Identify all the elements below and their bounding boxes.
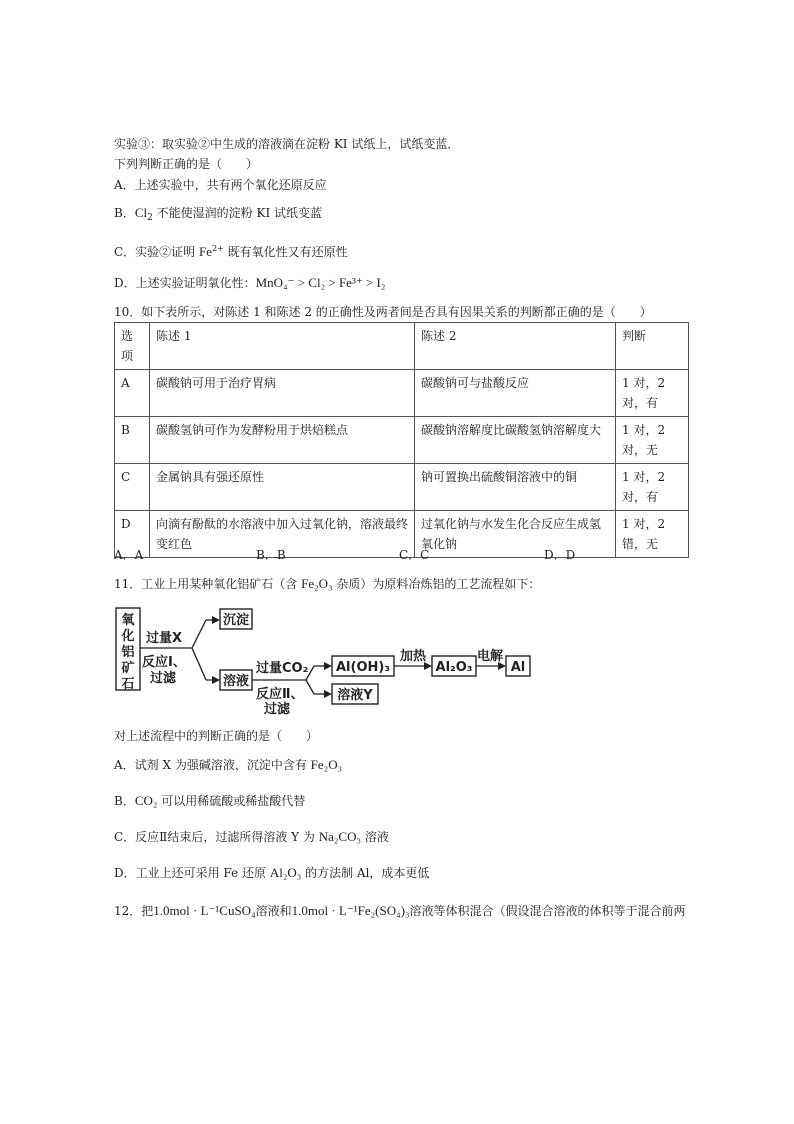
reagent-1-label: 过量X <box>146 631 183 646</box>
q10-answer-options <box>114 546 694 562</box>
reaction-2-label: 反应Ⅱ、 <box>256 687 304 702</box>
solution-y-label: 溶液Y <box>337 688 373 703</box>
q11-option-a-formula: Fe₂O₃ <box>310 757 343 772</box>
q12-formula-1: 1.0mol · L⁻¹CuSO₄ <box>153 903 256 918</box>
q11-option-b-prefix: B． <box>114 794 135 808</box>
q11-option-c <box>114 828 389 846</box>
q9-option-d-formula: MnO₄⁻ > Cl₂ > Fe³⁺ > I₂ <box>255 275 386 290</box>
q10-table <box>114 322 689 558</box>
row-judgement: 1 对，2 错，无 <box>616 511 689 558</box>
al2o3-label: Al₂O₃ <box>435 660 473 675</box>
ore-char: 铝 <box>121 645 135 660</box>
q11-option-a <box>114 756 342 774</box>
q12-suffix: 溶液等体积混合（假设混合溶液的体积等于混合前两 <box>409 904 686 918</box>
q11-option-b-formula: CO₂ <box>134 793 158 808</box>
branch2-down-line <box>306 680 314 694</box>
q11-option-c-suffix: 溶液 <box>361 830 389 844</box>
q9-option-d <box>114 274 385 292</box>
row-option: A <box>115 370 150 417</box>
header-statement-1: 陈述 1 <box>150 323 415 370</box>
q9-option-c-prefix: C．实验②证明 <box>114 245 199 259</box>
q12-mid: 溶液和 <box>255 904 292 918</box>
row-option: B <box>115 417 150 464</box>
q11-stem <box>114 576 540 592</box>
header-statement-2: 陈述 2 <box>415 323 616 370</box>
q9-option-a: A．上述实验中，共有两个氧化还原反应 <box>114 178 327 192</box>
q9-stem: 下列判断正确的是（ ） <box>114 157 259 171</box>
branch-up-line <box>192 620 206 648</box>
q11-judge-stem: 对上述流程中的判断正确的是（ ） <box>114 729 319 743</box>
q10-answer-d: D．D <box>544 548 576 562</box>
reaction-1-label: 反应Ⅰ、 <box>142 655 186 670</box>
reagent-2-label: 过量CO₂ <box>256 661 309 676</box>
branch-down-line <box>192 648 206 680</box>
filter-2-label: 过滤 <box>264 702 291 717</box>
process-flow-diagram <box>114 602 534 718</box>
row-statement-1: 碳酸氢钠可作为发酵粉用于烘焙糕点 <box>150 417 415 464</box>
q10-stem: 10．如下表所示，对陈述 1 和陈述 2 的正确性及两者间是否具有因果关系的判断都正确的是（ ） <box>114 305 652 319</box>
arrow-head-icon <box>324 662 332 670</box>
solution-label: 溶液 <box>222 674 250 689</box>
header-judgement: 判断 <box>616 323 689 370</box>
q11-option-b <box>114 792 305 810</box>
arrow-head-icon <box>324 690 332 698</box>
q12-formula-2: 1.0mol · L⁻¹Fe₂(SO₄)₃ <box>291 903 410 918</box>
q9-option-c-superscript: 2+ <box>212 244 224 253</box>
q11-option-b-text: 可以用稀硫酸或稀盐酸代替 <box>157 794 306 808</box>
q11-option-d <box>114 864 429 882</box>
filter-1-label: 过滤 <box>150 671 177 686</box>
row-judgement: 1 对，2 对，无 <box>616 417 689 464</box>
al-label: Al <box>510 660 526 675</box>
q9-option-c-text: 既有氧化性又有还原性 <box>223 245 348 259</box>
q9-option-b <box>114 204 322 227</box>
table-row <box>115 370 689 417</box>
experiment-3-text: 实验③：取实验②中生成的溶液滴在淀粉 KI 试纸上，试纸变蓝． <box>114 137 460 151</box>
row-option: C <box>115 464 150 511</box>
row-statement-1: 碳酸钠可用于治疗胃病 <box>150 370 415 417</box>
electrolysis-label: 电解 <box>476 649 504 664</box>
q9-option-c <box>114 240 348 261</box>
row-option: D <box>115 511 150 558</box>
ore-char: 矿 <box>121 661 135 676</box>
row-statement-2: 钠可置换出硫酸铜溶液中的铜 <box>415 464 616 511</box>
row-statement-2: 碳酸钠溶解度比碳酸氢钠溶解度大 <box>415 417 616 464</box>
table-row <box>115 464 689 511</box>
heat-label: 加热 <box>399 649 427 664</box>
q9-option-b-formula: Cl <box>134 205 148 220</box>
q12-prefix: 12．把 <box>114 904 154 918</box>
row-judgement: 1 对，2 对，有 <box>616 370 689 417</box>
q10-answer-b: B．B <box>256 548 286 562</box>
q10-answer-a: A．A <box>114 548 144 562</box>
ore-char: 石 <box>121 677 135 692</box>
q11-option-c-formula: Na₂CO₃ <box>318 829 362 844</box>
q11-option-a-text: A．试剂 X 为强碱溶液，沉淀中含有 <box>114 758 311 772</box>
q9-option-b-text: 不能使湿润的淀粉 KI 试纸变蓝 <box>152 206 323 220</box>
row-statement-1: 金属钠具有强还原性 <box>150 464 415 511</box>
q11-stem-prefix: 11．工业上用某种氧化铝矿石（含 <box>114 577 302 591</box>
row-statement-1: 向滴有酚酞的水溶液中加入过氧化钠，溶液最终变红色 <box>150 511 415 558</box>
aloh3-label: Al(OH)₃ <box>335 660 391 675</box>
table-row <box>115 417 689 464</box>
q9-option-b-subscript: 2 <box>147 213 153 223</box>
precipitate-label: 沉淀 <box>222 613 250 628</box>
q9-option-c-formula: Fe <box>199 244 212 259</box>
q9-option-b-prefix: B． <box>114 206 135 220</box>
q10-answer-c: C．C <box>399 548 430 562</box>
table-header-row <box>115 323 689 370</box>
arrow-head-icon <box>212 676 220 684</box>
q9-option-d-prefix: D．上述实验证明氧化性： <box>114 276 256 290</box>
row-judgement: 1 对，2 对，有 <box>616 464 689 511</box>
q11-option-d-formula: Al₂O₃ <box>269 865 302 880</box>
row-statement-2: 碳酸钠可与盐酸反应 <box>415 370 616 417</box>
ore-char: 化 <box>121 629 135 644</box>
q12-stem <box>114 902 686 920</box>
q11-option-d-text: D．工业上还可采用 Fe 还原 <box>114 866 270 880</box>
header-option: 选项 <box>115 323 150 370</box>
q11-option-c-text: C．反应Ⅱ结束后，过滤所得溶液 Y 为 <box>114 830 319 844</box>
ore-char: 氧 <box>121 613 135 628</box>
q11-option-d-suffix: 的方法制 Al，成本更低 <box>301 866 430 880</box>
q11-stem-formula: Fe₂O₃ <box>301 576 333 591</box>
row-statement-2: 过氧化钠与水发生化合反应生成氢氧化钠 <box>415 511 616 558</box>
q11-stem-suffix: 杂质）为原料冶炼铝的工艺流程如下： <box>332 577 541 591</box>
arrow-head-icon <box>212 616 220 624</box>
